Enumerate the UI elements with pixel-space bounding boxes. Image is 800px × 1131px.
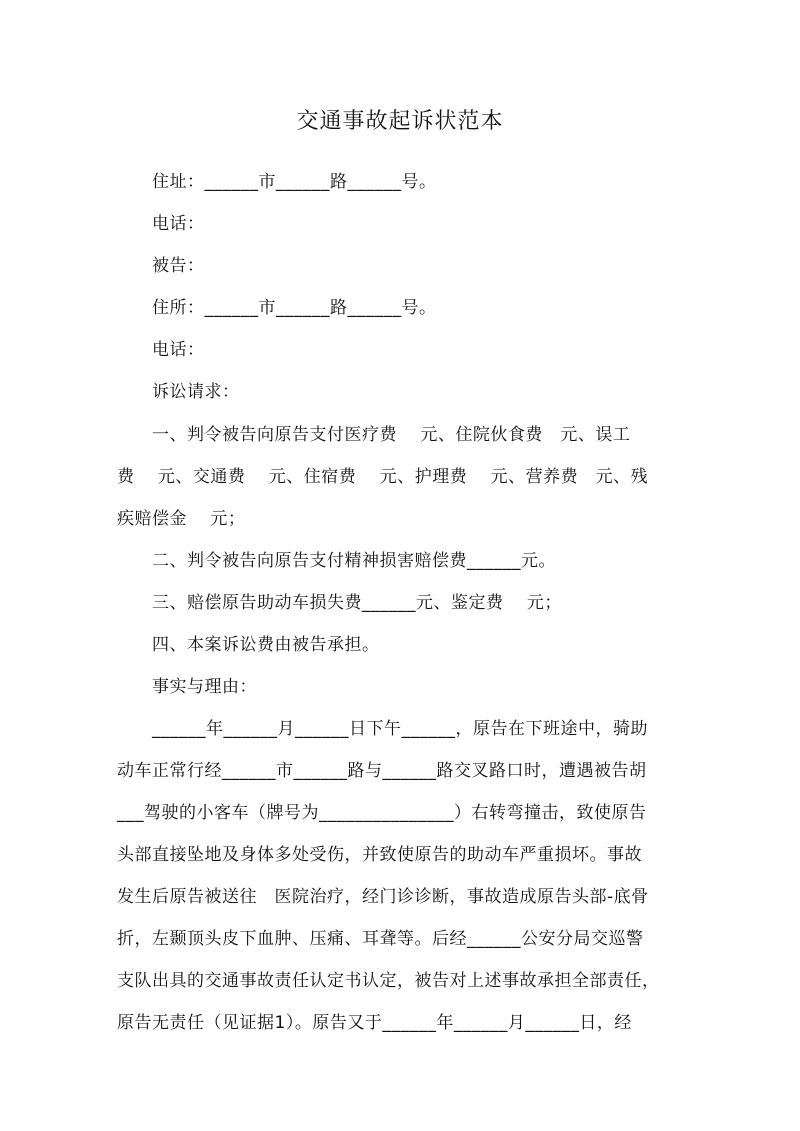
facts-line-4: 头部直接坠地及身体多处受伤，并致使原告的助动车严重损坏。事故 (117, 845, 642, 865)
claims-heading: 诉讼请求： (152, 382, 240, 402)
facts-line-1: ______年______月______日下午______，原告在下班途中，骑助 (152, 719, 648, 739)
facts-line-8: 原告无责任（见证据1）。原告又于______年______月______日，经 (117, 1013, 632, 1033)
facts-line-3: ___驾驶的小客车（牌号为_______________）右转弯撞击，致使原告 (117, 803, 647, 823)
claim-1-line-1: 一、判令被告向原告支付医疗费 元、住院伙食费 元、误工 (152, 425, 631, 445)
facts-heading: 事实与理由： (152, 677, 257, 697)
facts-line-7: 支队出具的交通事故责任认定书认定，被告对上述事故承担全部责任， (117, 971, 660, 991)
facts-line-5: 发生后原告被送往 医院治疗，经门诊诊断，事故造成原告头部-底骨 (117, 887, 649, 907)
defendant-phone-line: 电话： (152, 340, 205, 360)
claim-3-line: 三、赔偿原告助动车损失费______元、鉴定费 元； (152, 593, 562, 613)
facts-line-6: 折，左颞顶头皮下血肿、压痛、耳聋等。后经______公安分局交巡警 (117, 929, 644, 949)
defendant-address-line: 住所：______市______路______号。 (152, 298, 437, 318)
claim-4-line: 四、本案诉讼费由被告承担。 (152, 635, 380, 655)
document-title: 交通事故起诉状范本 (296, 109, 504, 134)
claim-1-line-2: 费 元、交通费 元、住宿费 元、护理费 元、营养费 元、残 (117, 467, 649, 487)
claim-1-line-3: 疾赔偿金 元； (117, 509, 246, 529)
plaintiff-phone-line: 电话： (152, 214, 205, 234)
claim-2-line: 二、判令被告向原告支付精神损害赔偿费______元。 (152, 551, 556, 571)
plaintiff-address-line: 住址：______市______路______号。 (152, 172, 437, 192)
defendant-line: 被告： (152, 256, 205, 276)
facts-line-2: 动车正常行经______市______路与______路交叉路口时，遭遇被告胡 (117, 761, 647, 781)
